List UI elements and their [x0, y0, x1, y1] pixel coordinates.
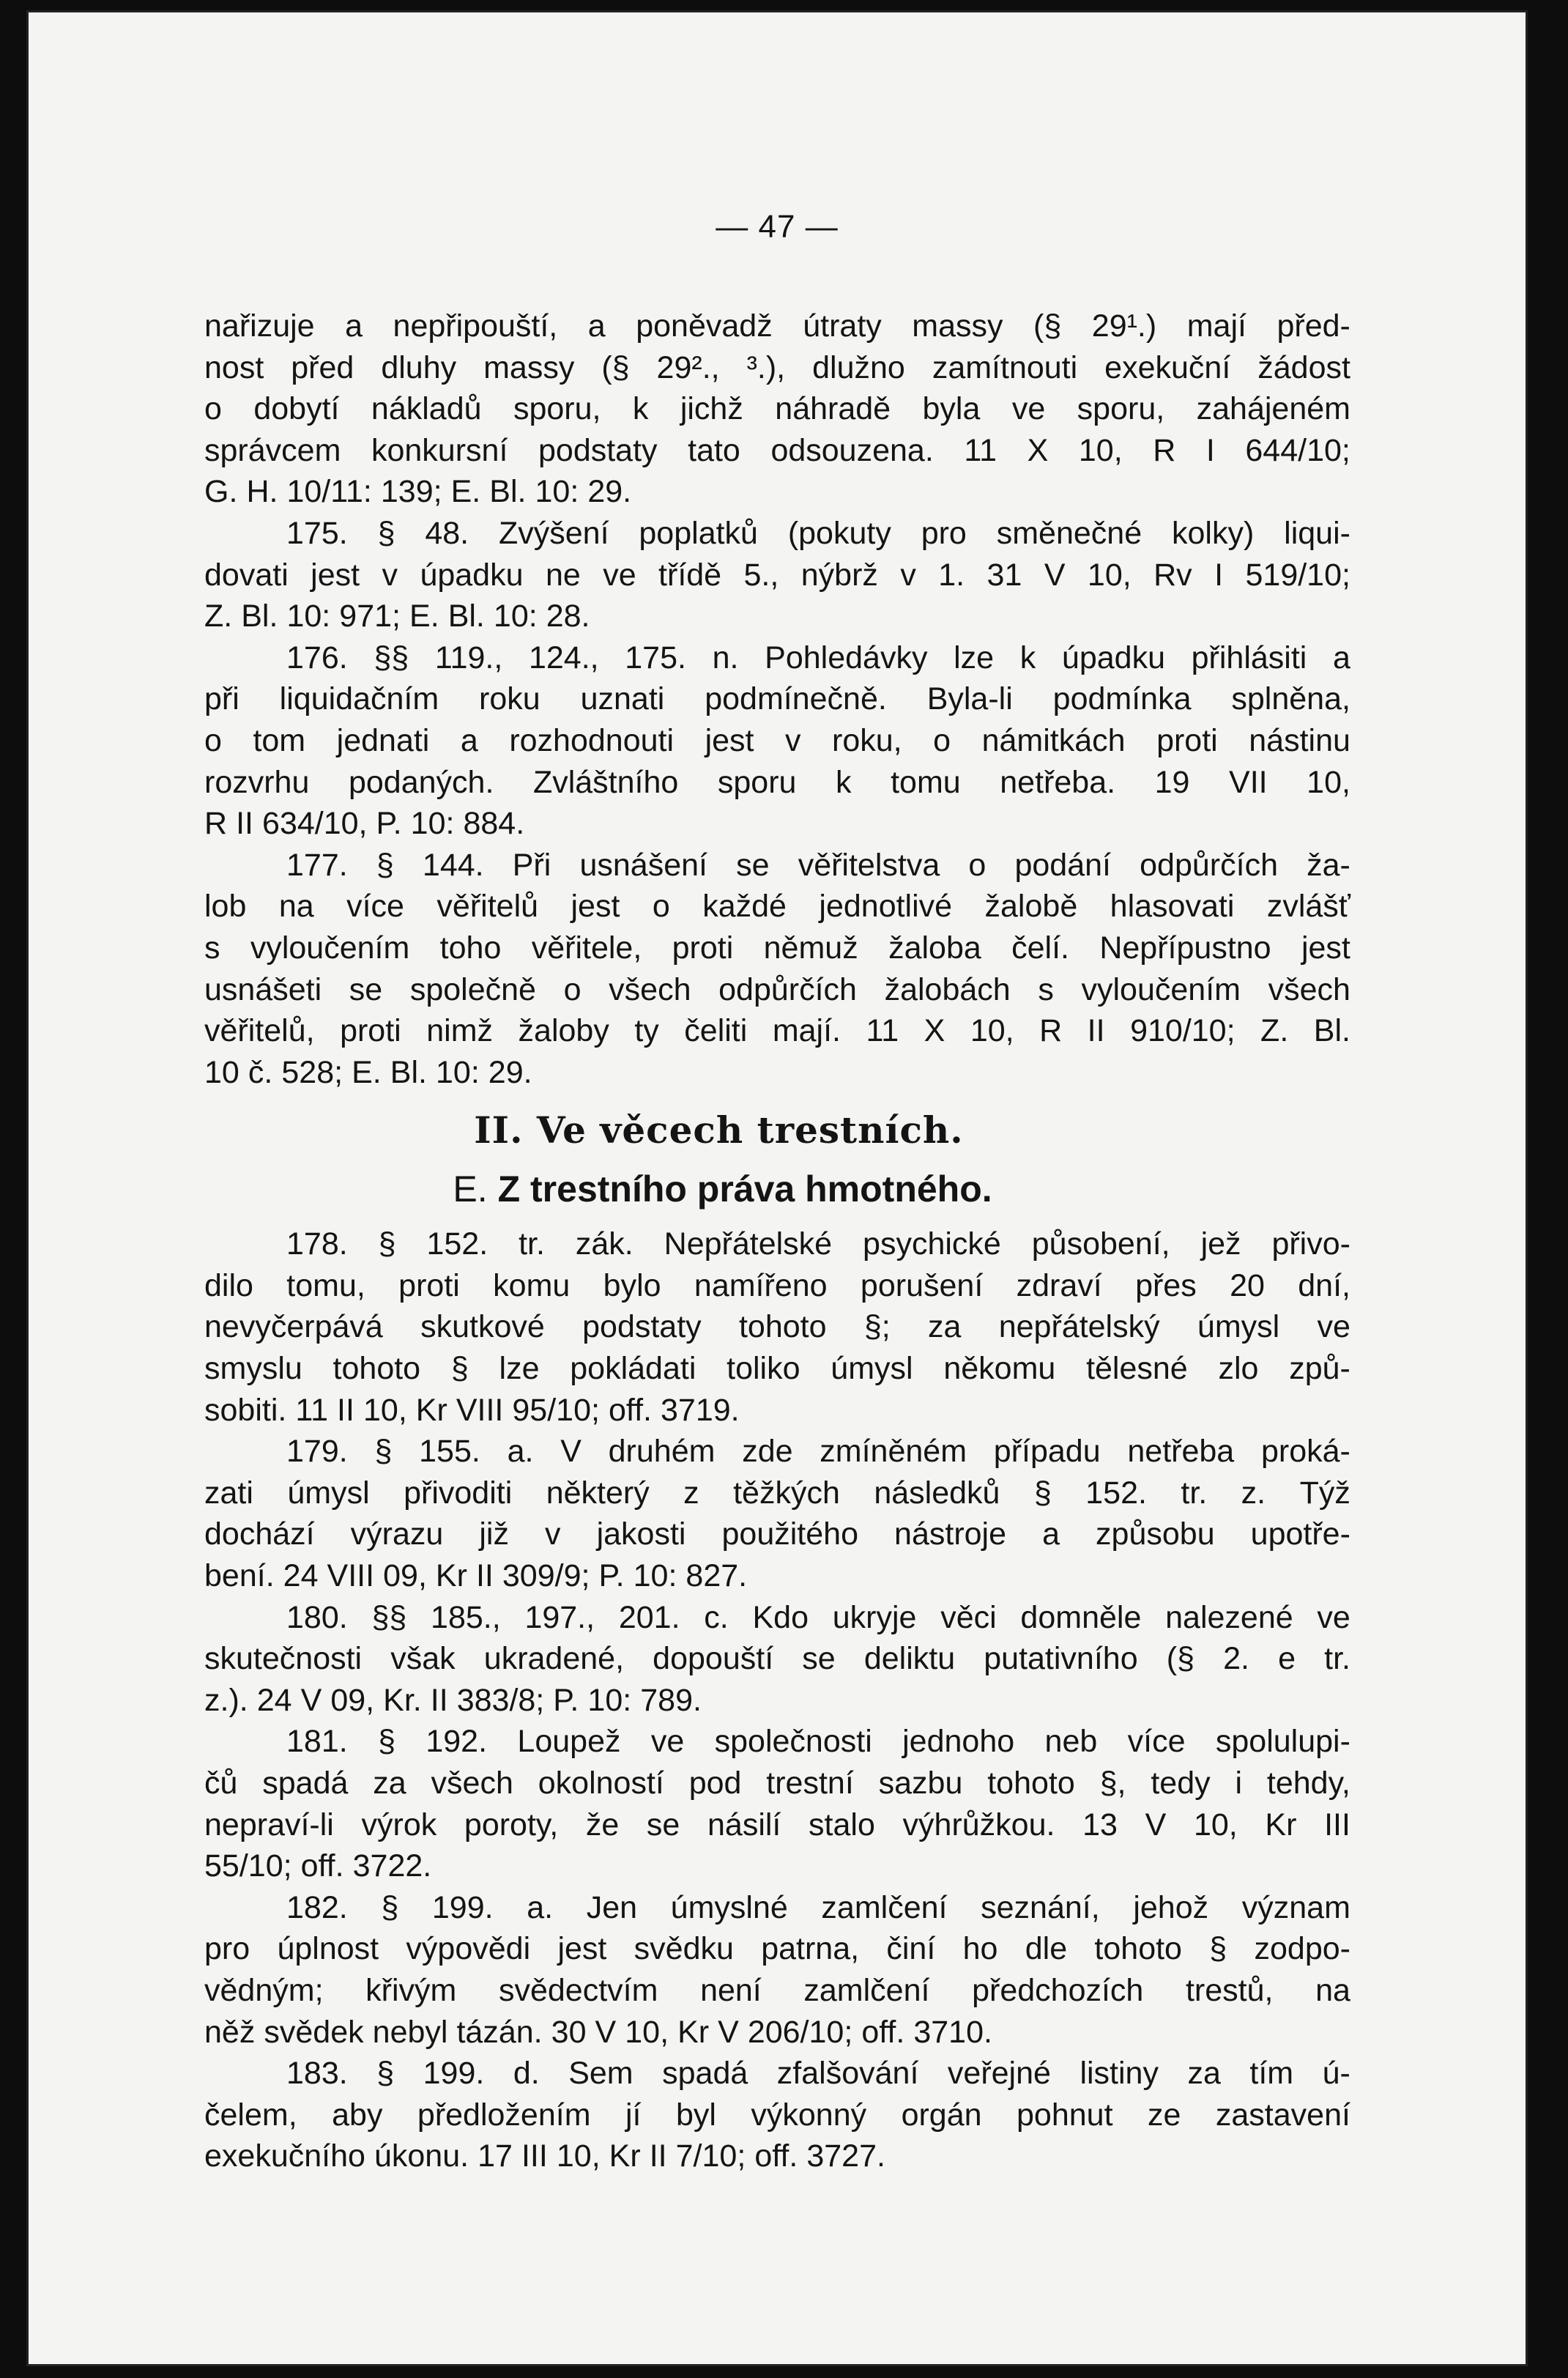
text-line: nařizuje a nepřipouští, a poněvadž útraty massy (§ 29¹.) mají před- [204, 308, 1350, 344]
subsection-heading [204, 1163, 1350, 1223]
text-line: o tom jednati a rozhodnouti jest v roku, o námitkách proti nástinu [204, 722, 1350, 758]
text-line: dovati jest v úpadku ne ve třídě 5., nýbrž v 1. 31 V 10, Rv I 519/10; [204, 557, 1350, 593]
text-line: exekučního úkonu. 17 III 10, Kr II 7/10; off. 3727. [204, 2138, 885, 2174]
page-number: — 47 — [716, 209, 839, 245]
text-line: z.). 24 V 09, Kr. II 383/8; P. 10: 789. [204, 1682, 702, 1718]
text-line: Z. Bl. 10: 971; E. Bl. 10: 28. [204, 599, 590, 634]
text-line: 10 č. 528; E. Bl. 10: 29. [204, 1054, 532, 1090]
book-page [26, 10, 1528, 2366]
text-line: čelem, aby předložením jí byl výkonný orgán pohnut ze zastavení [204, 2097, 1350, 2133]
text-line: sobiti. 11 II 10, Kr VIII 95/10; off. 3719. [204, 1392, 740, 1428]
text-line: 55/10; off. 3722. [204, 1848, 432, 1884]
text-line: 176. §§ 119., 124., 175. n. Pohledávky lze k úpadku přihlásiti a [286, 640, 1350, 675]
text-line: smyslu tohoto § lze pokládati toliko úmysl někomu tělesné zlo způ- [204, 1351, 1350, 1387]
text-line: 180. §§ 185., 197., 201. c. Kdo ukryje věci domněle nalezené ve [286, 1599, 1350, 1635]
text-line: správcem konkursní podstaty tato odsouzena. 11 X 10, R I 644/10; [204, 432, 1350, 468]
section-heading: II. Ve věcech trestních. [474, 1108, 964, 1152]
text-line: nevyčerpává skutkové podstaty tohoto §; za nepřátelský úmysl ve [204, 1309, 1350, 1345]
text-line: pro úplnost výpovědi jest svědku patrna, činí ho dle tohoto § zodpo- [204, 1931, 1350, 1967]
text-line: o dobytí nákladů sporu, k jichž náhradě byla ve sporu, zahájeném [204, 391, 1350, 427]
text-line: věřitelů, proti nimž žaloby ty čeliti mají. 11 X 10, R II 910/10; Z. Bl. [204, 1013, 1350, 1049]
text-line: čů spadá za všech okolností pod trestní sazbu tohoto §, tedy i tehdy, [204, 1766, 1350, 1801]
text-line: rozvrhu podaných. Zvláštního sporu k tomu netřeba. 19 VII 10, [204, 764, 1350, 800]
text-line: dilo tomu, proti komu bylo namířeno porušení zdraví přes 20 dní, [204, 1267, 1350, 1303]
text-line: 175. § 48. Zvýšení poplatků (pokuty pro směnečné kolky) liqui- [286, 515, 1350, 551]
text-line: 178. § 152. tr. zák. Nepřátelské psychické působení, jež přivo- [286, 1226, 1350, 1262]
text-line: vědným; křivým svědectvím není zamlčení předchozích trestů, na [204, 1972, 1350, 2008]
text-line: nost před dluhy massy (§ 29²., ³.), dlužno zamítnouti exekuční žádost [204, 349, 1350, 385]
text-line: 182. § 199. a. Jen úmyslné zamlčení seznání, jehož význam [286, 1889, 1350, 1925]
text-line: nepraví-li výrok poroty, že se násilí stalo výhrůžkou. 13 V 10, Kr III [204, 1807, 1350, 1842]
text-line: zati úmysl přivoditi některý z těžkých následků § 152. tr. z. Týž [204, 1475, 1350, 1511]
text-line: usnášeti se společně o všech odpůrčích žalobách s vyloučením všech [204, 971, 1350, 1007]
text-line: skutečnosti však ukradené, dopouští se deliktu putativního (§ 2. e tr. [204, 1641, 1350, 1677]
text-line: lob na více věřitelů jest o každé jednotlivé žalobě hlasovati zvlášť [204, 889, 1350, 925]
text-line: 177. § 144. Při usnášení se věřitelstva o podání odpůrčích ža- [286, 847, 1350, 883]
text-line: 183. § 199. d. Sem spadá zfalšování veřejné listiny za tím ú- [286, 2056, 1350, 2092]
text-line: s vyloučením toho věřitele, proti němuž žaloba čelí. Nepřípustno jest [204, 930, 1350, 966]
text-line: bení. 24 VIII 09, Kr II 309/9; P. 10: 827. [204, 1558, 748, 1594]
text-line: G. H. 10/11: 139; E. Bl. 10: 29. [204, 474, 632, 510]
body-text [204, 305, 1350, 2177]
text-line: při liquidačním roku uznati podmínečně. Byla-li podmínka splněna, [204, 681, 1350, 717]
subsection-title: Z trestního práva hmotného. [497, 1168, 992, 1210]
text-line: něž svědek nebyl tázán. 30 V 10, Kr V 206/10; off. 3710. [204, 2014, 992, 2050]
text-line: dochází výrazu již v jakosti použitého nástroje a způsobu upotře- [204, 1516, 1350, 1552]
text-line: 181. § 192. Loupež ve společnosti jednoho neb více spolulupi- [286, 1724, 1350, 1760]
text-line: R II 634/10, P. 10: 884. [204, 806, 525, 842]
subsection-letter: E. [453, 1168, 488, 1210]
text-line: 179. § 155. a. V druhém zde zmíněném případu netřeba proká- [286, 1434, 1350, 1470]
